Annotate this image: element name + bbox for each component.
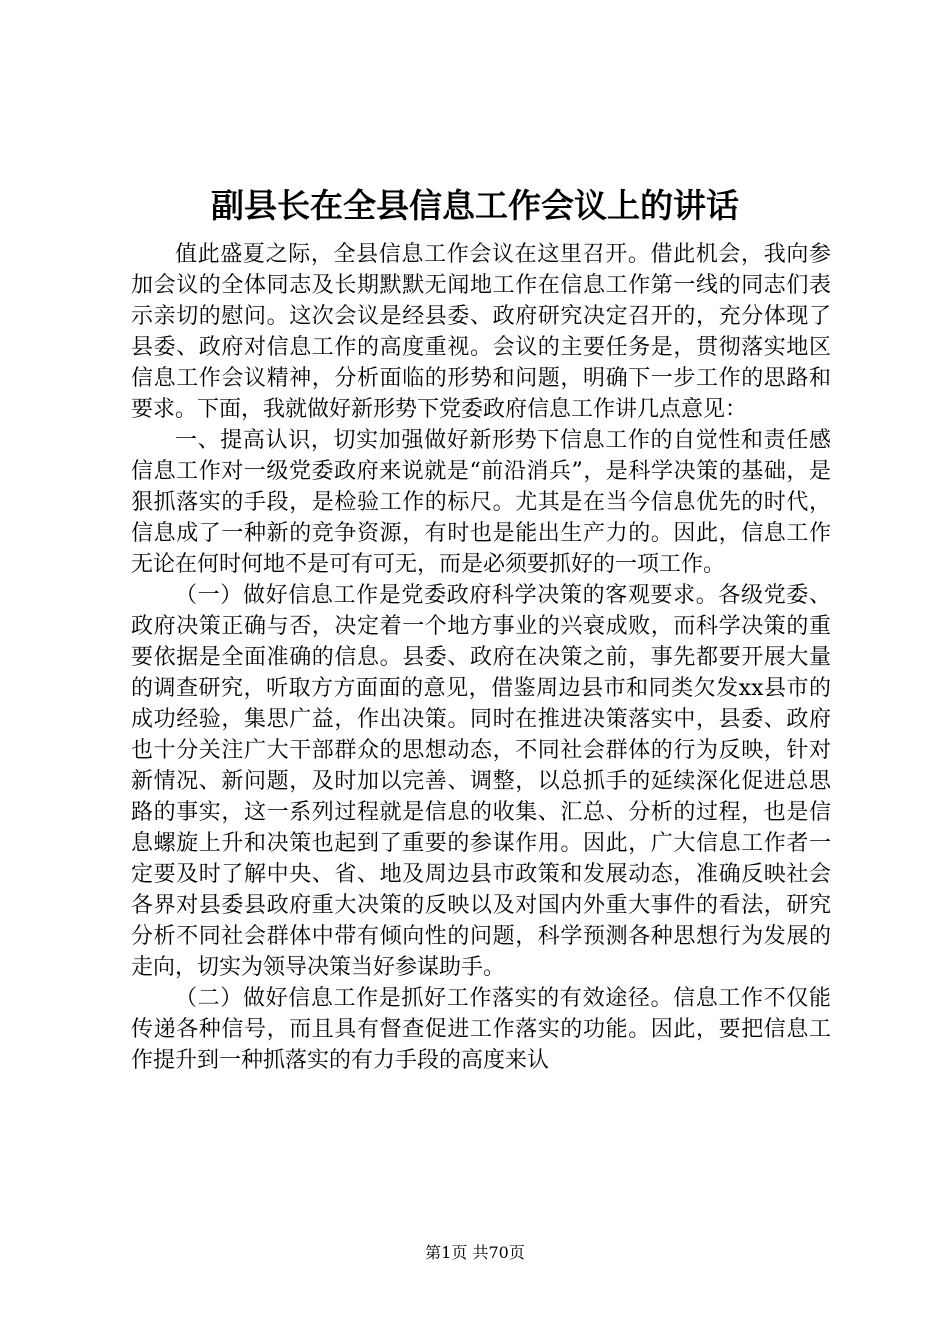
page-footer (0, 1242, 950, 1264)
paragraph-section-1: 一、提高认识，切实加强做好新形势下信息工作的自觉性和责任感信息工作对一级党委政府来说就是“前沿消兵”，是科学决策的基础，是狠抓落实的手段，是检验工作的标尺。尤其是在当今信息优先的时代，信息成了一种新的竞争资源，有时也是能出生产力的。因此，信息工作无论在何时何地不是可有可无，而是必须要抓好的一项工作。 (131, 428, 831, 577)
page-number: 第1页 (425, 1243, 468, 1262)
paragraph-section-1-1: （一）做好信息工作是党委政府科学决策的客观要求。各级党委、政府决策正确与否，决定着一个地方事业的兴衰成败，而科学决策的重要依据是全面准确的信息。县委、政府在决策之前，事先都要开展大量的调查研究，听取方方面面的意见，借鉴周边县市和同类欠发xx县市的成功经验，集思广益，作出决策。同时在推进决策落实中，县委、政府也十分关注广大干部群众的思想动态，不同社会群体的行为反映，针对新情况、新问题，及时加以完善、调整，以总抓手的延续深化促进总思路的事实，这一系列过程就是信息的收集、汇总、分析的过程，也是信息螺旋上升和决策也起到了重要的参谋作用。因此，广大信息工作者一定要及时了解中央、省、地及周边县市政策和发展动态，准确反映社会各界对县委县政府重大决策的反映以及对国内外重大事件的看法，研究分析不同社会群体中带有倾向性的问题，科学预测各种思想行为发展的走向，切实为领导决策当好参谋助手。 (131, 583, 831, 980)
paragraph-section-1-2: （二）做好信息工作是抓好工作落实的有效途径。信息工作不仅能传递各种信号，而且具有督查促进工作落实的功能。因此，要把信息工作提升到一种抓落实的有力手段的高度来认 (131, 986, 831, 1073)
paragraph-intro: 值此盛夏之际，全县信息工作会议在这里召开。借此机会，我向参加会议的全体同志及长期默默无闻地工作在信息工作第一线的同志们表示亲切的慰问。这次会议是经县委、政府研究决定召开的，充分体现了县委、政府对信息工作的高度重视。会议的主要任务是，贯彻落实地区信息工作会议精神，分析面临的形势和问题，明确下一步工作的思路和要求。下面，我就做好新形势下党委政府信息工作讲几点意见： (131, 242, 831, 422)
document-title: 副县长在全县信息工作会议上的讲话 (211, 186, 739, 225)
document-body (131, 239, 831, 1076)
page-total: 共70页 (472, 1243, 525, 1262)
